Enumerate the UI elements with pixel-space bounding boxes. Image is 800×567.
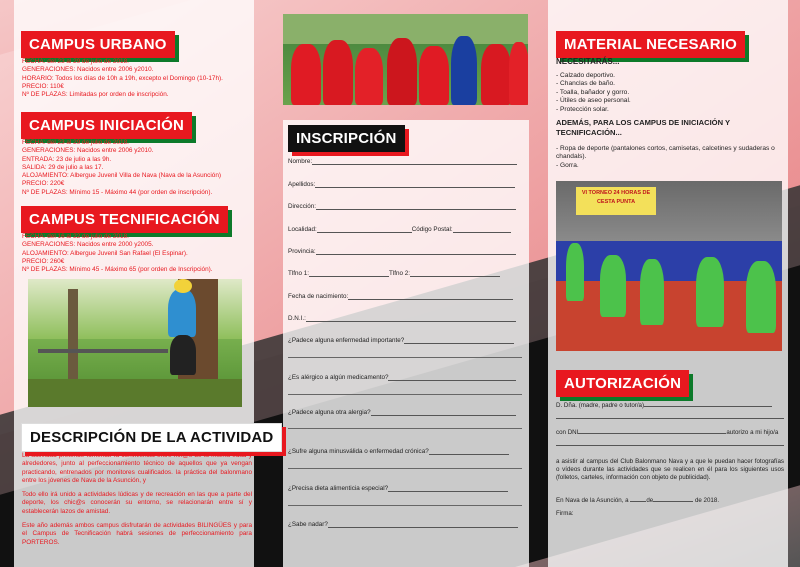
gym-training-photo (556, 181, 782, 351)
q-nadar[interactable] (288, 521, 524, 528)
detail-line: ALOJAMIENTO: Albergue Juvenil Villa de Nava (Nava de la Asunción) (22, 172, 222, 180)
detail-line: FECHA: del 23 al 29 de julio de 2018. (22, 139, 129, 146)
detail-line: FECHA: del 16 al 22 de julio de 2018. (22, 233, 129, 240)
autorizacion-title: AUTORIZACIÓN (556, 370, 689, 397)
q-dieta[interactable] (288, 485, 524, 492)
q-minusvalia[interactable] (288, 448, 524, 455)
descripcion-paragraph-1: La actividad pretende fomentar la convivencia entre niñ@s de la misma edad y alrededores, junto al perfeccionamiento técnico de aquellos que ya vengan practicando, entrenados por monitores cualificados. la práctica del balonmano entre los jóvenes de Nava de la Asunción, y (22, 452, 252, 484)
q-minusvalia-line[interactable] (429, 449, 509, 455)
tlfno1-line[interactable] (309, 271, 389, 277)
detail-line: GENERACIONES: Nacidos entre 2000 y2005. (22, 241, 154, 249)
apellidos-label: Apellidos: (288, 181, 316, 188)
fecha-nacimiento-field[interactable] (288, 293, 524, 300)
tutor-name-line[interactable] (644, 401, 772, 407)
q-minusvalia-label: ¿Sufre alguna minusválida o enfermedad crónica? (288, 448, 429, 455)
detail-line: Nº DE PLAZAS: Mínimo 15 - Máximo 44 (por orden de inscripción). (22, 188, 213, 196)
campus-tecnificacion-title: CAMPUS TECNIFICACIÓN (21, 206, 228, 233)
q-otra-alergia-extra-line[interactable] (288, 428, 522, 429)
nombre-label: Nombre: (288, 158, 313, 165)
list-item: - Chanclas de baño. (556, 80, 616, 88)
list-item: - Gorra. (556, 161, 579, 169)
month-line[interactable] (653, 496, 693, 502)
tlfno2-line[interactable] (410, 271, 500, 277)
detail-line: GENERACIONES: Nacidos entre 2006 y2010. (22, 147, 154, 155)
detail-line: HORARIO: Todos los días de 10h a 19h, excepto el Domingo (10-17h). (22, 74, 223, 82)
localidad-label: Localidad: (288, 226, 317, 233)
hijo-name-line[interactable] (556, 437, 784, 446)
list-item: - Útiles de aseo personal. (556, 97, 631, 105)
detail-line: PRECIO: 110€ (22, 82, 64, 90)
q-otra-alergia[interactable] (288, 409, 524, 416)
q-minusvalia-extra-line[interactable] (288, 468, 522, 469)
tlfno2-label: Tlfno 2: (389, 270, 410, 277)
detail-line: ENTRADA: 23 de julio a las 9h. (22, 155, 112, 163)
list-item: - Protección solar. (556, 105, 609, 113)
nombre-line[interactable] (312, 159, 517, 165)
campus-iniciacion-details (22, 139, 257, 197)
ademas-heading: ADEMÁS, PARA LOS CAMPUS DE INICIACIÓN Y TECNIFICACIÓN... (556, 118, 730, 137)
campus-tecnificacion-details (22, 233, 257, 274)
nombre-field[interactable] (288, 158, 524, 165)
q-enfermedad[interactable] (288, 337, 524, 344)
dni-label: con DNI (556, 429, 579, 436)
detail-line: PRECIO: 260€ (22, 257, 65, 265)
q-enfermedad-extra-line[interactable] (288, 357, 522, 358)
q-alergico-line[interactable] (388, 375, 516, 381)
codigo-postal-line[interactable] (453, 227, 511, 233)
direccion-line[interactable] (316, 204, 516, 210)
team-group-photo (283, 14, 528, 105)
list-item: - Calzado deportivo. (556, 72, 616, 79)
q-nadar-label: ¿Sabe nadar? (288, 521, 328, 528)
detail-line: SALIDA: 29 de julio a las 17. (22, 163, 104, 171)
dni-label: D.N.I.: (288, 315, 306, 322)
fecha-b-label: de (646, 497, 654, 504)
campus-iniciacion-title: CAMPUS INICIACIÓN (21, 112, 192, 139)
campus-urbano-title: CAMPUS URBANO (21, 31, 175, 58)
autorizacion-line-1[interactable] (556, 401, 784, 410)
q-dieta-line[interactable] (388, 486, 508, 492)
descripcion-paragraph-2: Todo ello irá unido a actividades lúdicas y de recreación en las que a parte del deporte, los chic@s conocerán su entorno, se relacionarán entre sí y establecerán lazos de amistad. (22, 491, 252, 515)
gym-banner: VI TORNEO 24 HORAS DE CESTA PUNTA (576, 187, 656, 215)
day-line[interactable] (630, 496, 646, 502)
provincia-line[interactable] (316, 249, 516, 255)
provincia-field[interactable] (288, 248, 524, 255)
localidad-line[interactable] (317, 227, 412, 233)
detail-line: ALOJAMIENTO: Albergue Juvenil San Rafael (El Espinar). (22, 249, 188, 257)
tutor-name-extra-line[interactable] (556, 410, 784, 419)
necesitaras-heading: NECESITARÁS... (556, 57, 620, 66)
detail-line: GENERACIONES: Nacidos entre 2006 y2010. (22, 66, 154, 74)
list-item: - Ropa de deporte (pantalones cortos, camisetas, calcetines y sudaderas o chandals). (556, 145, 775, 161)
list-item: - Toalla, bañador y gorro. (556, 88, 630, 96)
detail-line: PRECIO: 220€ (22, 180, 65, 188)
tutor-dni-line[interactable] (578, 428, 726, 434)
dni-field[interactable] (288, 315, 524, 322)
direccion-field[interactable] (288, 203, 524, 210)
codigo-postal-label: Código Postal: (411, 226, 453, 233)
dni-line[interactable] (306, 316, 516, 322)
q-otra-alergia-line[interactable] (371, 410, 516, 416)
telefono-field[interactable] (288, 270, 524, 277)
q-alergico-extra-line[interactable] (288, 394, 522, 395)
material-title: MATERIAL NECESARIO (556, 31, 745, 58)
adventure-park-photo (28, 279, 242, 407)
fecha-nacimiento-line[interactable] (348, 294, 513, 300)
autorizacion-fecha[interactable] (556, 496, 784, 505)
q-alergico[interactable] (288, 374, 524, 381)
autorizacion-body: a asistir al campus del Club Balonmano Nava y a que le puedan hacer fotografías o vídeos durante las actividades que se realicen en él para los siguientes usos (folletos, carteles, información con objeto de publicidad). (556, 458, 784, 482)
q-dieta-label: ¿Precisa dieta alimenticia especial? (288, 485, 389, 492)
descripcion-text (22, 452, 252, 547)
q-enfermedad-line[interactable] (404, 338, 514, 344)
detail-line: Nº DE PLAZAS: Mínimo 45 - Máximo 65 (por orden de Inscripción). (22, 266, 213, 274)
material-list (556, 72, 784, 114)
apellidos-line[interactable] (315, 182, 515, 188)
apellidos-field[interactable] (288, 181, 524, 188)
tlfno1-label: Tlfno 1: (288, 270, 309, 277)
q-otra-alergia-label: ¿Padece alguna otra alergia? (288, 409, 371, 416)
q-alergico-label: ¿Es alérgico a algún medicamento? (288, 374, 389, 381)
q-enfermedad-label: ¿Padece alguna enfermedad importante? (288, 337, 405, 344)
localidad-field[interactable] (288, 226, 524, 233)
campus-urbano-details (22, 58, 257, 99)
descripcion-paragraph-3: Este año además ambos campus disfrutarán de actividades BILINGÜES y para el Campus de Tecnificación habrá sesiones de perfeccionamiento para PORTEROS. (22, 522, 252, 546)
detail-line: FECHA: del 23 al 29 de julio de 2018. (22, 58, 129, 65)
q-nadar-line[interactable] (328, 522, 518, 528)
autorizo-label: autorizo a mi hijo/a (726, 429, 779, 436)
fecha-a-label: En Nava de la Asunción, a (556, 497, 629, 504)
provincia-label: Provincia: (288, 248, 316, 255)
detail-line: Nº DE PLAZAS: Limitadas por orden de inscripción. (22, 91, 169, 99)
material-extra-list (556, 145, 784, 170)
fecha-nacimiento-label: Fecha de nacimiento: (288, 293, 349, 300)
direccion-label: Dirección: (288, 203, 316, 210)
inscripcion-title: INSCRIPCIÓN (288, 125, 405, 152)
firma-label: Firma: (556, 510, 574, 517)
autorizacion-line-2[interactable] (556, 428, 784, 437)
autorizacion-l1-label: D. Dña. (madre, padre o tutor/a) (556, 402, 645, 409)
fecha-c-label: de 2018. (694, 497, 720, 504)
q-dieta-extra-line[interactable] (288, 505, 522, 506)
descripcion-title: DESCRIPCIÓN DE LA ACTIVIDAD (21, 423, 282, 452)
